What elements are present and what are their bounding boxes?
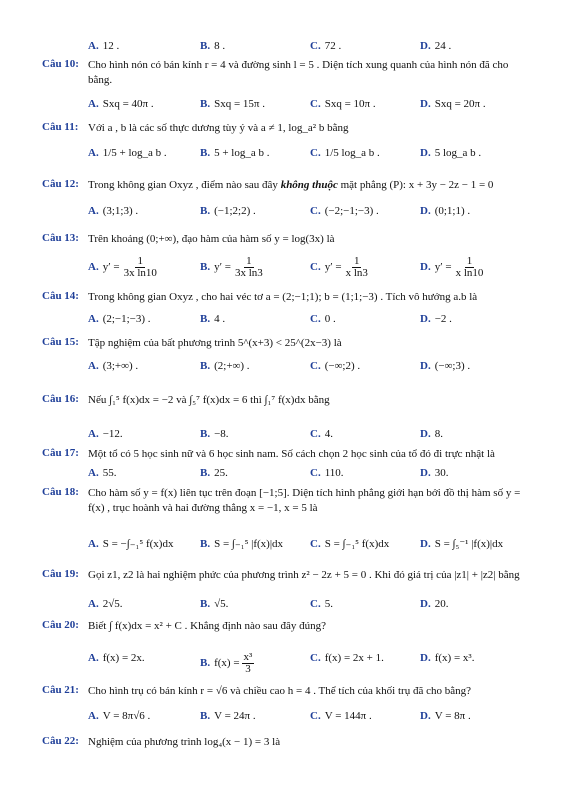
option-letter: D. — [420, 598, 431, 610]
question-text: Trên khoảng (0;+∞), đạo hàm của hàm số y = log(3x) là — [88, 233, 335, 245]
option-text: 4. — [324, 428, 333, 440]
q19-option-d — [420, 598, 448, 610]
q10-option-a — [88, 98, 154, 110]
option-letter: A. — [88, 98, 99, 110]
option-text: (3;1;3) . — [102, 205, 139, 217]
q19-option-c — [310, 598, 333, 610]
option-text: 55. — [102, 467, 117, 479]
option-letter: B. — [200, 313, 211, 325]
denominator: 3 — [245, 663, 251, 675]
question-number: Câu 18: — [42, 486, 79, 498]
option-letter: C. — [310, 98, 321, 110]
option-letter: D. — [420, 467, 431, 479]
question-number: Câu 15: — [42, 336, 79, 348]
option-letter: D. — [420, 428, 431, 440]
question-number: Câu 14: — [42, 290, 79, 302]
q10-option-d — [420, 98, 486, 110]
numerator: 1 — [137, 255, 143, 267]
option-text: 8 . — [214, 40, 226, 52]
q9-option-b — [200, 40, 225, 52]
option-letter: A. — [88, 710, 99, 722]
option-letter: B. — [200, 598, 211, 610]
option-letter: C. — [310, 147, 321, 159]
q12-option-c — [310, 205, 379, 217]
q11-option-a — [88, 147, 167, 159]
question-number: Câu 19: — [42, 568, 79, 580]
option-text: 24 . — [434, 40, 452, 52]
option-text: (−∞;2) . — [324, 360, 361, 372]
option-letter: A. — [88, 467, 99, 479]
option-letter: A. — [88, 261, 99, 274]
option-text: −8. — [214, 428, 229, 440]
option-letter: D. — [420, 261, 431, 274]
q9-option-a — [88, 40, 119, 52]
q13-option-a — [88, 256, 161, 279]
q16-option-c — [310, 428, 333, 440]
question-text: Gọi z1, z2 là hai nghiệm phức của phương trình z² − 2z + 5 = 0 . Khi đó giá trị của |z1| + |z2| bằng — [88, 569, 520, 581]
question-text: Nếu ∫₁⁵ f(x)dx = −2 và ∫₅⁷ f(x)dx = 6 thì ∫₁⁷ f(x)dx bằng — [88, 394, 330, 406]
option-letter: B. — [200, 710, 211, 722]
question-text: Cho hình trụ có bán kính r = √6 và chiều cao h = 4 . Thể tích của khối trụ đã cho bằng? — [88, 685, 471, 697]
option-text: S = ∫₋₁⁵ |f(x)|dx — [214, 538, 284, 550]
q10-option-c — [310, 98, 376, 110]
option-text: 5 log_a b . — [434, 147, 482, 159]
question-text: Cho hình nón có bán kính r = 4 và đường sinh l = 5 . Diện tích xung quanh của hình nón đã cho bằng. — [88, 59, 509, 86]
option-letter: D. — [420, 313, 431, 325]
option-text: 5 + log_a b . — [214, 147, 270, 159]
q12-option-d — [420, 205, 470, 217]
option-text: f(x) = 2x + 1. — [324, 652, 384, 664]
option-text: (−∞;3) . — [434, 360, 471, 372]
numerator: x³ — [243, 651, 253, 663]
option-text: 8. — [434, 428, 443, 440]
option-letter: A. — [88, 40, 99, 52]
denominator: 3x ln10 — [123, 267, 157, 279]
q14-option-a — [88, 313, 151, 325]
option-letter: C. — [310, 652, 321, 664]
fraction — [122, 256, 159, 279]
option-letter: B. — [200, 657, 211, 670]
option-letter: C. — [310, 360, 321, 372]
q13-option-b — [200, 256, 267, 279]
option-text: S = ∫₅⁻¹ |f(x)|dx — [434, 538, 504, 550]
option-text: −2 . — [434, 313, 452, 325]
option-text: (2;−1;−3) . — [102, 313, 151, 325]
fraction — [344, 256, 370, 279]
q21-option-d — [420, 710, 471, 722]
q19-option-b — [200, 598, 228, 610]
question-text — [88, 178, 528, 193]
option-text: 20. — [434, 598, 449, 610]
option-text: f(x) = x³. — [434, 652, 475, 664]
question-text: Một tổ có 5 học sinh nữ và 6 học sinh nam. Số cách chọn 2 học sinh của tổ đó đi trực nhật là — [88, 448, 495, 460]
option-letter: B. — [200, 40, 211, 52]
option-text: f(x) = 2x. — [102, 652, 145, 664]
option-letter: A. — [88, 598, 99, 610]
option-letter: D. — [420, 205, 431, 217]
q20-option-b — [200, 652, 256, 675]
question-number: Câu 10: — [42, 58, 79, 70]
option-letter: D. — [420, 652, 431, 664]
numerator: 1 — [353, 255, 360, 267]
option-letter: D. — [420, 360, 431, 372]
option-letter: B. — [200, 538, 211, 550]
option-letter: B. — [200, 428, 211, 440]
option-text: 5. — [324, 598, 333, 610]
numerator: 1 — [466, 255, 473, 267]
option-letter: A. — [88, 428, 99, 440]
option-text: 72 . — [324, 40, 342, 52]
q14-option-b — [200, 313, 225, 325]
option-text: 2√5. — [102, 598, 123, 610]
q15-option-c — [310, 360, 360, 372]
option-letter: D. — [420, 40, 431, 52]
q11-option-b — [200, 147, 270, 159]
option-text: (0;1;1) . — [434, 205, 471, 217]
question-number: Câu 16: — [42, 393, 79, 405]
question-number: Câu 12: — [42, 178, 79, 190]
option-letter: A. — [88, 205, 99, 217]
question-number: Câu 13: — [42, 232, 79, 244]
q20-option-a — [88, 652, 145, 664]
option-text: S = ∫₋₁⁵ f(x)dx — [324, 538, 390, 550]
fraction — [454, 256, 486, 279]
q14-option-d — [420, 313, 452, 325]
fraction — [242, 652, 255, 675]
option-letter: C. — [310, 40, 321, 52]
option-text: 30. — [434, 467, 449, 479]
denominator: x ln3 — [345, 267, 368, 279]
option-letter: D. — [420, 538, 431, 550]
option-letter: C. — [310, 313, 321, 325]
option-text: √5. — [214, 598, 229, 610]
option-text: 0 . — [324, 313, 336, 325]
option-letter: B. — [200, 98, 211, 110]
option-text: 25. — [214, 467, 228, 479]
q12-option-b — [200, 205, 256, 217]
q18-option-d — [420, 537, 503, 550]
q14-option-c — [310, 313, 336, 325]
option-letter: C. — [310, 205, 321, 217]
q17-option-b — [200, 467, 228, 479]
question-number: Câu 20: — [42, 619, 79, 631]
q16-option-a — [88, 428, 123, 440]
question-text: Biết ∫ f(x)dx = x² + C . Khẳng định nào sau đây đúng? — [88, 620, 327, 632]
option-text: f(x) = — [214, 657, 240, 670]
option-letter: A. — [88, 538, 99, 550]
question-text: Nghiệm của phương trình log₄(x − 1) = 3 là — [88, 736, 281, 748]
option-letter: B. — [200, 205, 211, 217]
option-letter: A. — [88, 147, 99, 159]
q13-option-d — [420, 256, 487, 279]
option-text: V = 144π . — [324, 710, 372, 722]
fraction — [233, 256, 265, 279]
option-letter: C. — [310, 261, 321, 274]
option-text: Sxq = 10π . — [324, 98, 376, 110]
option-text: 110. — [324, 467, 344, 479]
option-letter: C. — [310, 428, 321, 440]
option-text: −12. — [102, 428, 123, 440]
q9-option-d — [420, 40, 451, 52]
q18-option-a — [88, 537, 173, 550]
q20-option-c — [310, 652, 384, 664]
q20-option-d — [420, 652, 474, 664]
option-text: (2;+∞) . — [214, 360, 250, 372]
option-letter: C. — [310, 538, 321, 550]
option-text: 4 . — [214, 313, 226, 325]
denominator: x ln10 — [455, 267, 484, 279]
question-text: Với a , b là các số thực dương tùy ý và a ≠ 1, log_a² b bằng — [88, 122, 349, 134]
option-text: Sxq = 40π . — [102, 98, 154, 110]
option-letter: B. — [200, 147, 211, 159]
q18-option-c — [310, 537, 389, 550]
option-letter: A. — [88, 360, 99, 372]
option-text: V = 24π . — [214, 710, 256, 722]
q15-option-a — [88, 360, 138, 372]
text-emphasis: không thuộc — [280, 179, 338, 191]
q11-option-c — [310, 147, 380, 159]
denominator: 3x ln3 — [234, 267, 263, 279]
option-letter: A. — [88, 652, 99, 664]
option-text: Sxq = 15π . — [214, 98, 265, 110]
option-text: (−2;−1;−3) . — [324, 205, 379, 217]
option-letter: A. — [88, 313, 99, 325]
question-text: Cho hàm số y = f(x) liên tục trên đoạn [−1;5]. Diện tích hình phẳng giới hạn bởi đồ thị hàm số y = f(x) , trục hoành và hai đường thẳng x = −1, x = 5 là — [88, 487, 521, 514]
option-text: V = 8π√6 . — [102, 710, 151, 722]
option-letter: D. — [420, 147, 431, 159]
numerator: 1 — [246, 255, 252, 267]
q10-option-b — [200, 98, 265, 110]
option-letter: C. — [310, 598, 321, 610]
option-letter: B. — [200, 261, 211, 274]
derivative-label: y′ = — [214, 261, 231, 274]
q19-option-a — [88, 598, 123, 610]
q17-option-a — [88, 467, 116, 479]
option-text: (3;+∞) . — [102, 360, 139, 372]
option-text: 12 . — [102, 40, 120, 52]
q21-option-a — [88, 710, 150, 722]
option-letter: B. — [200, 360, 211, 372]
q21-option-c — [310, 710, 372, 722]
option-letter: B. — [200, 467, 211, 479]
question-number: Câu 17: — [42, 447, 79, 459]
question-text: Trong không gian Oxyz , cho hai véc tơ a = (2;−1;1); b = (1;1;−3) . Tích vô hướng a.b là — [88, 291, 478, 303]
q16-option-b — [200, 428, 229, 440]
option-letter: C. — [310, 467, 321, 479]
option-text: V = 8π . — [434, 710, 471, 722]
option-text: 1/5 + log_a b . — [102, 147, 167, 159]
q11-option-d — [420, 147, 481, 159]
derivative-label: y′ = — [102, 261, 120, 274]
q16-option-d — [420, 428, 443, 440]
option-text: 1/5 log_a b . — [324, 147, 380, 159]
question-number: Câu 21: — [42, 684, 79, 696]
option-text: (−1;2;2) . — [214, 205, 256, 217]
q17-option-d — [420, 467, 448, 479]
text-pre: Trong không gian Oxyz , điểm nào sau đây — [88, 179, 281, 191]
derivative-label: y′ = — [324, 261, 342, 274]
option-letter: C. — [310, 710, 321, 722]
question-text: Tập nghiệm của bất phương trình 5^(x+3) < 25^(2x−3) là — [88, 337, 342, 349]
derivative-label: y′ = — [434, 261, 452, 274]
q17-option-c — [310, 467, 344, 479]
q18-option-b — [200, 537, 283, 550]
q15-option-b — [200, 360, 250, 372]
question-number: Câu 11: — [42, 121, 79, 133]
option-letter: D. — [420, 710, 431, 722]
option-text: Sxq = 20π . — [434, 98, 486, 110]
question-number: Câu 22: — [42, 735, 79, 747]
text-post: mặt phẳng (P): x + 3y − 2z − 1 = 0 — [337, 179, 494, 191]
option-text: S = −∫₋₁⁵ f(x)dx — [102, 538, 174, 550]
q15-option-d — [420, 360, 470, 372]
q13-option-c — [310, 256, 372, 279]
q9-option-c — [310, 40, 341, 52]
q21-option-b — [200, 710, 256, 722]
q12-option-a — [88, 205, 138, 217]
option-letter: D. — [420, 98, 431, 110]
